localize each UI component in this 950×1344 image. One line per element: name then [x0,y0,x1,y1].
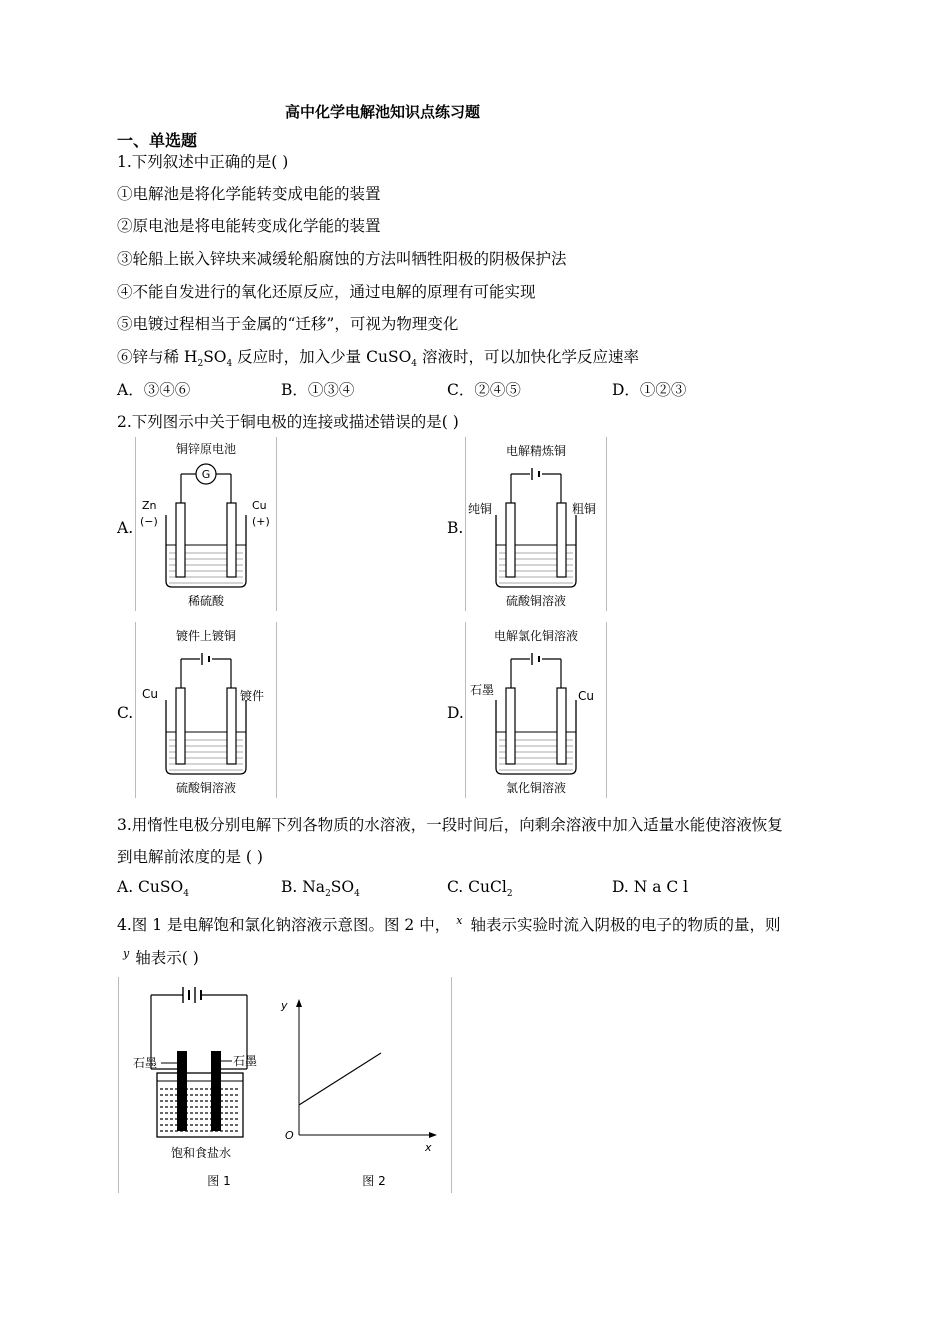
svg-text:电解精炼铜: 电解精炼铜 [505,444,567,458]
svg-text:G: G [201,468,211,481]
svg-text:O: O [285,1129,294,1142]
beaker [157,1073,243,1137]
q2-label-a[interactable]: A. [117,519,134,537]
q2-label-c[interactable]: C. [117,704,134,722]
fig-a-title: 铜锌原电池 [175,442,237,456]
svg-text:图 1: 图 1 [207,1174,231,1188]
svg-text:y: y [281,999,288,1012]
q1-item-6: ⑥锌与稀 $H_2SO_4$ 反应时，加入少量 CuSO$_4$ 溶液时，可以加快化学反应速率 [117,348,639,369]
svg-text:硫酸铜溶液: 硫酸铜溶液 [505,594,567,608]
svg-text:Cu: Cu [252,499,267,512]
electrode-left [176,503,185,577]
q3-option-a[interactable]: A. CuSO$_4$ [117,878,189,899]
svg-text:纯铜: 纯铜 [468,502,493,516]
q1-item-5: ⑤电镀过程相当于金属的“迁移”，可视为物理变化 [117,315,459,333]
q1-stem: 1.下列叙述中正确的是( ) [117,153,289,171]
q2-figure-d [465,622,607,798]
q1-item-3: ③轮船上嵌入锌块来减缓轮船腐蚀的方法叫牺牲阳极的阴极保护法 [117,250,567,268]
q3-stem-line2: 到电解前浓度的是 ( ) [117,848,263,866]
q2-label-d[interactable]: D. [447,704,464,722]
svg-text:图 2: 图 2 [362,1174,386,1188]
svg-text:(−): (−) [140,515,158,528]
q1-option-d[interactable]: D．①②③ [612,381,687,399]
section-heading: 一、单选题 [117,131,198,150]
q2-figure-c [135,622,277,798]
q1-item-1: ①电解池是将化学能转变成电能的装置 [117,185,381,203]
page-title: 高中化学电解池知识点练习题 [285,103,481,121]
q2-figure-a [135,437,277,611]
q1-option-b[interactable]: B．①③④ [281,381,355,399]
svg-text:x: x [425,1141,432,1154]
q1-item-4: ④不能自发进行的氧化还原反应，通过电解的原理有可能实现 [117,283,536,301]
svg-text:饱和食盐水: 饱和食盐水 [170,1146,232,1160]
svg-text:氯化铜溶液: 氯化铜溶液 [505,781,567,795]
svg-text:石墨: 石墨 [133,1056,158,1070]
q4-stem-line2: $^y$ 轴表示( ) [123,947,199,967]
q1-item-2: ②原电池是将电能转变成化学能的装置 [117,217,381,235]
q2-figure-b [465,437,607,611]
svg-text:Cu: Cu [142,687,158,701]
q1-option-a[interactable]: A．③④⑥ [117,381,191,399]
q2-label-b[interactable]: B. [447,519,464,537]
q4-stem-line1: 4.图 1 是电解饱和氯化钠溶液示意图。图 2 中， $^x$ 轴表示实验时流入阴极的电子的物质的量，则 [117,914,781,934]
q4-figure [118,977,452,1193]
svg-text:石墨: 石墨 [233,1054,258,1068]
q1-option-c[interactable]: C．②④⑤ [447,381,521,399]
q3-option-d[interactable]: D. N a C l [612,878,689,896]
svg-text:电解氯化铜溶液: 电解氯化铜溶液 [493,629,579,643]
svg-text:石墨: 石墨 [470,683,495,697]
svg-text:镀件: 镀件 [240,689,265,703]
svg-text:粗铜: 粗铜 [572,502,597,516]
svg-text:镀件上镀铜: 镀件上镀铜 [175,629,237,643]
svg-text:稀硫酸: 稀硫酸 [187,594,225,608]
svg-text:(+): (+) [252,515,270,528]
svg-text:Cu: Cu [578,689,594,703]
graph-line [299,1053,381,1105]
graphite-electrode-left [177,1051,187,1131]
svg-text:Zn: Zn [142,499,157,512]
q3-option-c[interactable]: C. CuCl$_2$ [447,878,513,899]
electrode-right [227,503,236,577]
svg-text:硫酸铜溶液: 硫酸铜溶液 [175,781,237,795]
q2-stem: 2.下列图示中关于铜电极的连接或描述错误的是( ) [117,413,459,431]
q3-option-b[interactable]: B. $Na_2SO_4$ [281,878,360,899]
q3-stem-line1: 3.用惰性电极分别电解下列各物质的水溶液，一段时间后，向剩余溶液中加入适量水能使溶液恢复 [117,816,783,834]
graphite-electrode-right [211,1051,221,1131]
